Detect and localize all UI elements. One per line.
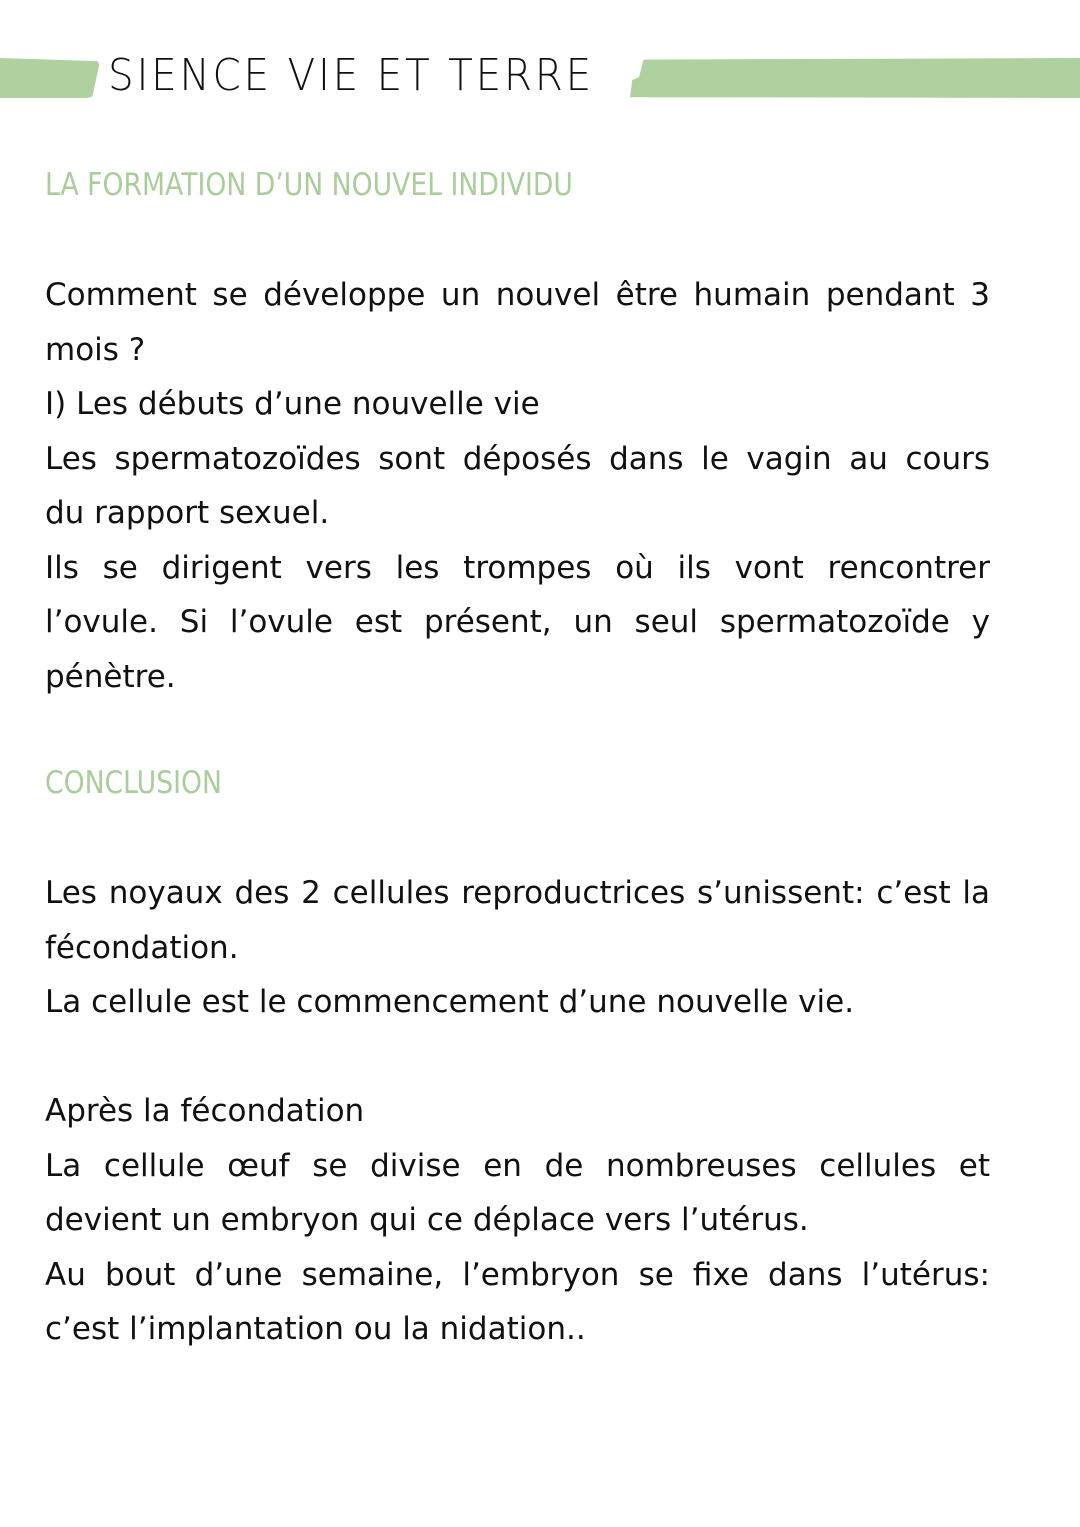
banner-accent-right [630, 58, 1080, 98]
section-body-formation [45, 268, 990, 704]
text-line: fécondation. [45, 929, 239, 966]
subheading-line: I) Les débuts d’une nouvelle vie [45, 386, 540, 422]
text-line: La cellule est le commencement d’une nouvelle vie. [45, 984, 855, 1020]
title-banner [0, 0, 1080, 140]
banner-accent-left [0, 58, 100, 98]
section-body-conclusion [45, 866, 990, 1357]
text-line: pénètre. [45, 658, 176, 695]
section-heading-formation: LA FORMATION D’UN NOUVEL INDIVIDU [45, 167, 573, 203]
text-line: l’ovule. Si l’ovule est présent, un seul spermatozoïde y [45, 604, 990, 640]
text-line: Les spermatozoïdes sont déposés dans le vagin au cours [45, 440, 990, 477]
text-line: du rapport sexuel. [45, 495, 330, 531]
text-line: Ils se dirigent vers les trompes où ils vont rencontrer [45, 549, 990, 586]
text-line: devient un embryon qui ce déplace vers l’utérus. [45, 1202, 809, 1238]
text-line: Comment se développe un nouvel être humain pendant 3 [45, 277, 990, 313]
text-line: Au bout d’une semaine, l’embryon se fixe dans l’utérus: [45, 1256, 990, 1293]
text-line: La cellule œuf se divise en de nombreuses cellules et [45, 1147, 990, 1184]
text-line: c’est l’implantation ou la nidation.. [45, 1311, 586, 1347]
text-line: Les noyaux des 2 cellules reproductrices s’unissent: c’est la [45, 875, 990, 911]
text-line: mois ? [45, 331, 146, 368]
section-heading-conclusion: CONCLUSION [45, 765, 222, 801]
spacer [45, 1030, 990, 1085]
subheading-line: Après la fécondation [45, 1093, 365, 1129]
page-title: SIENCE VIE ET TERRE [108, 50, 595, 101]
